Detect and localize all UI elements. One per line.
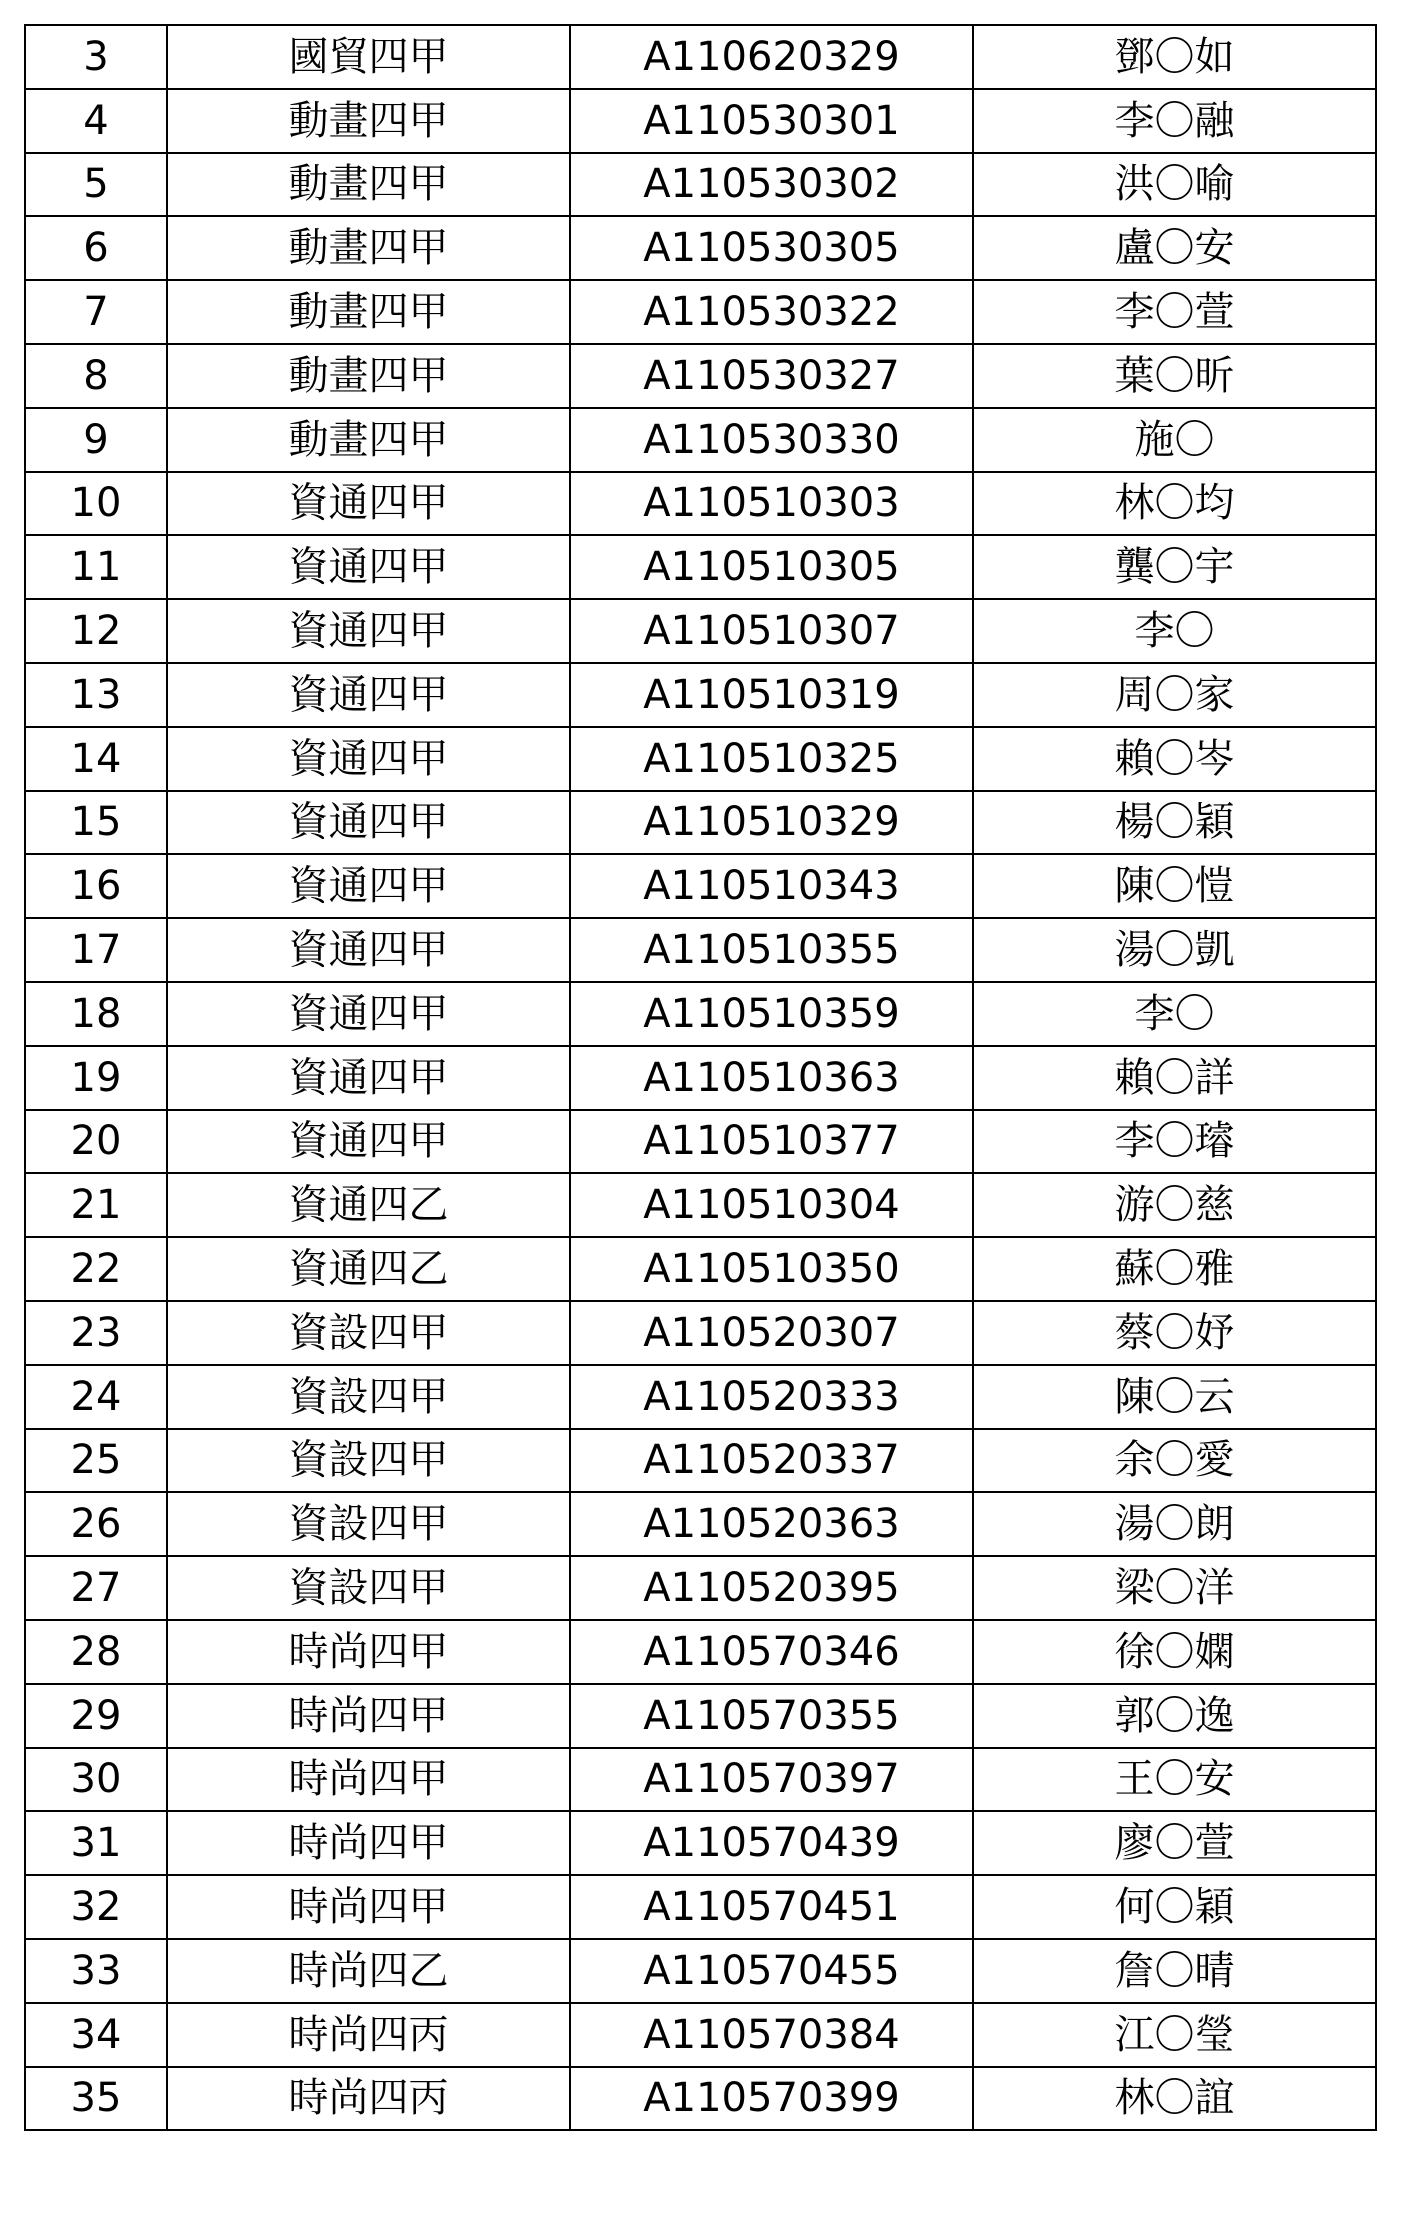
- student-id-cell: A110510325: [570, 727, 973, 791]
- class-cell: 動畫四甲: [167, 408, 570, 472]
- table-row: [25, 472, 1376, 536]
- table-row: [25, 791, 1376, 855]
- row-number-cell: 16: [25, 854, 167, 918]
- student-id-cell: A110570397: [570, 1748, 973, 1812]
- row-number-cell: 30: [25, 1748, 167, 1812]
- class-cell: 動畫四甲: [167, 89, 570, 153]
- student-id-cell: A110570355: [570, 1684, 973, 1748]
- class-cell: 資通四甲: [167, 791, 570, 855]
- student-id-cell: A110510303: [570, 472, 973, 536]
- student-name-cell: 葉〇昕: [973, 344, 1376, 408]
- row-number-cell: 6: [25, 216, 167, 280]
- class-cell: 資通四甲: [167, 599, 570, 663]
- table-row: [25, 216, 1376, 280]
- row-number-cell: 26: [25, 1492, 167, 1556]
- student-name-cell: 賴〇詳: [973, 1046, 1376, 1110]
- student-name-cell: 何〇穎: [973, 1875, 1376, 1939]
- table-row: [25, 89, 1376, 153]
- student-id-cell: A110510350: [570, 1237, 973, 1301]
- class-cell: 資通四甲: [167, 472, 570, 536]
- class-cell: 動畫四甲: [167, 280, 570, 344]
- student-id-cell: A110510319: [570, 663, 973, 727]
- class-cell: 資通四乙: [167, 1237, 570, 1301]
- student-id-cell: A110530327: [570, 344, 973, 408]
- table-row: [25, 1237, 1376, 1301]
- table-row: [25, 1492, 1376, 1556]
- row-number-cell: 15: [25, 791, 167, 855]
- table-row: [25, 25, 1376, 89]
- table-row: [25, 344, 1376, 408]
- row-number-cell: 18: [25, 982, 167, 1046]
- class-cell: 資通四甲: [167, 727, 570, 791]
- student-name-cell: 龔〇宇: [973, 535, 1376, 599]
- student-name-cell: 蔡〇妤: [973, 1301, 1376, 1365]
- student-name-cell: 陳〇愷: [973, 854, 1376, 918]
- student-name-cell: 林〇均: [973, 472, 1376, 536]
- student-id-cell: A110520307: [570, 1301, 973, 1365]
- row-number-cell: 10: [25, 472, 167, 536]
- student-id-cell: A110510359: [570, 982, 973, 1046]
- student-id-cell: A110530302: [570, 153, 973, 217]
- class-cell: 資設四甲: [167, 1301, 570, 1365]
- student-name-cell: 洪〇喻: [973, 153, 1376, 217]
- class-cell: 資通四甲: [167, 854, 570, 918]
- row-number-cell: 22: [25, 1237, 167, 1301]
- table-row: [25, 153, 1376, 217]
- student-name-cell: 周〇家: [973, 663, 1376, 727]
- class-cell: 國貿四甲: [167, 25, 570, 89]
- student-name-cell: 李〇: [973, 599, 1376, 663]
- student-id-cell: A110510307: [570, 599, 973, 663]
- row-number-cell: 5: [25, 153, 167, 217]
- student-id-cell: A110510329: [570, 791, 973, 855]
- student-name-cell: 李〇融: [973, 89, 1376, 153]
- student-name-cell: 徐〇嫻: [973, 1620, 1376, 1684]
- row-number-cell: 25: [25, 1429, 167, 1493]
- row-number-cell: 14: [25, 727, 167, 791]
- student-id-cell: A110570399: [570, 2067, 973, 2131]
- class-cell: 資通四甲: [167, 1046, 570, 1110]
- student-name-cell: 賴〇岑: [973, 727, 1376, 791]
- class-cell: 時尚四甲: [167, 1748, 570, 1812]
- student-id-cell: A110530330: [570, 408, 973, 472]
- student-id-cell: A110520333: [570, 1365, 973, 1429]
- student-name-cell: 余〇愛: [973, 1429, 1376, 1493]
- row-number-cell: 8: [25, 344, 167, 408]
- table-row: [25, 599, 1376, 663]
- class-cell: 資設四甲: [167, 1365, 570, 1429]
- row-number-cell: 3: [25, 25, 167, 89]
- student-name-cell: 盧〇安: [973, 216, 1376, 280]
- table-row: [25, 1811, 1376, 1875]
- student-name-cell: 施〇: [973, 408, 1376, 472]
- class-cell: 資設四甲: [167, 1492, 570, 1556]
- class-cell: 資通四甲: [167, 982, 570, 1046]
- row-number-cell: 33: [25, 1939, 167, 2003]
- student-id-cell: A110530301: [570, 89, 973, 153]
- class-cell: 動畫四甲: [167, 153, 570, 217]
- row-number-cell: 24: [25, 1365, 167, 1429]
- class-cell: 時尚四甲: [167, 1684, 570, 1748]
- row-number-cell: 34: [25, 2003, 167, 2067]
- student-id-cell: A110570384: [570, 2003, 973, 2067]
- row-number-cell: 29: [25, 1684, 167, 1748]
- student-name-cell: 湯〇朗: [973, 1492, 1376, 1556]
- class-cell: 資通四甲: [167, 535, 570, 599]
- table-row: [25, 1620, 1376, 1684]
- student-name-cell: 李〇: [973, 982, 1376, 1046]
- row-number-cell: 7: [25, 280, 167, 344]
- student-id-cell: A110520363: [570, 1492, 973, 1556]
- table-row: [25, 280, 1376, 344]
- class-cell: 資設四甲: [167, 1556, 570, 1620]
- class-cell: 時尚四丙: [167, 2003, 570, 2067]
- student-id-cell: A110510377: [570, 1110, 973, 1174]
- table-row: [25, 1365, 1376, 1429]
- student-name-cell: 王〇安: [973, 1748, 1376, 1812]
- student-roster-table: [24, 24, 1377, 2131]
- table-row: [25, 982, 1376, 1046]
- class-cell: 資通四甲: [167, 1110, 570, 1174]
- row-number-cell: 31: [25, 1811, 167, 1875]
- table-row: [25, 408, 1376, 472]
- row-number-cell: 13: [25, 663, 167, 727]
- row-number-cell: 21: [25, 1173, 167, 1237]
- class-cell: 動畫四甲: [167, 344, 570, 408]
- class-cell: 時尚四甲: [167, 1811, 570, 1875]
- class-cell: 時尚四甲: [167, 1875, 570, 1939]
- table-row: [25, 727, 1376, 791]
- class-cell: 資通四乙: [167, 1173, 570, 1237]
- table-row: [25, 1173, 1376, 1237]
- student-name-cell: 李〇萱: [973, 280, 1376, 344]
- row-number-cell: 4: [25, 89, 167, 153]
- student-id-cell: A110510304: [570, 1173, 973, 1237]
- class-cell: 動畫四甲: [167, 216, 570, 280]
- student-name-cell: 湯〇凱: [973, 918, 1376, 982]
- table-row: [25, 535, 1376, 599]
- table-row: [25, 854, 1376, 918]
- row-number-cell: 35: [25, 2067, 167, 2131]
- student-id-cell: A110620329: [570, 25, 973, 89]
- row-number-cell: 20: [25, 1110, 167, 1174]
- student-id-cell: A110570346: [570, 1620, 973, 1684]
- student-id-cell: A110530305: [570, 216, 973, 280]
- table-row: [25, 1429, 1376, 1493]
- class-cell: 時尚四甲: [167, 1620, 570, 1684]
- student-id-cell: A110570451: [570, 1875, 973, 1939]
- student-name-cell: 陳〇云: [973, 1365, 1376, 1429]
- class-cell: 資設四甲: [167, 1429, 570, 1493]
- roster-table-body: [25, 25, 1376, 2130]
- table-row: [25, 918, 1376, 982]
- table-row: [25, 2067, 1376, 2131]
- table-row: [25, 1875, 1376, 1939]
- row-number-cell: 19: [25, 1046, 167, 1110]
- row-number-cell: 12: [25, 599, 167, 663]
- table-row: [25, 1556, 1376, 1620]
- student-name-cell: 楊〇穎: [973, 791, 1376, 855]
- row-number-cell: 9: [25, 408, 167, 472]
- document-page: [24, 24, 1377, 2131]
- table-row: [25, 1046, 1376, 1110]
- class-cell: 資通四甲: [167, 663, 570, 727]
- student-id-cell: A110570455: [570, 1939, 973, 2003]
- row-number-cell: 28: [25, 1620, 167, 1684]
- student-id-cell: A110510355: [570, 918, 973, 982]
- student-id-cell: A110530322: [570, 280, 973, 344]
- student-id-cell: A110510305: [570, 535, 973, 599]
- row-number-cell: 11: [25, 535, 167, 599]
- table-row: [25, 1110, 1376, 1174]
- student-id-cell: A110570439: [570, 1811, 973, 1875]
- student-name-cell: 廖〇萱: [973, 1811, 1376, 1875]
- student-id-cell: A110520337: [570, 1429, 973, 1493]
- student-name-cell: 蘇〇雅: [973, 1237, 1376, 1301]
- student-id-cell: A110520395: [570, 1556, 973, 1620]
- class-cell: 資通四甲: [167, 918, 570, 982]
- student-name-cell: 梁〇洋: [973, 1556, 1376, 1620]
- student-name-cell: 鄧〇如: [973, 25, 1376, 89]
- student-id-cell: A110510363: [570, 1046, 973, 1110]
- student-name-cell: 游〇慈: [973, 1173, 1376, 1237]
- student-id-cell: A110510343: [570, 854, 973, 918]
- table-row: [25, 1684, 1376, 1748]
- row-number-cell: 23: [25, 1301, 167, 1365]
- student-name-cell: 江〇瑩: [973, 2003, 1376, 2067]
- row-number-cell: 17: [25, 918, 167, 982]
- table-row: [25, 663, 1376, 727]
- student-name-cell: 李〇璿: [973, 1110, 1376, 1174]
- row-number-cell: 32: [25, 1875, 167, 1939]
- student-name-cell: 林〇誼: [973, 2067, 1376, 2131]
- table-row: [25, 1301, 1376, 1365]
- table-row: [25, 2003, 1376, 2067]
- table-row: [25, 1748, 1376, 1812]
- class-cell: 時尚四乙: [167, 1939, 570, 2003]
- student-name-cell: 郭〇逸: [973, 1684, 1376, 1748]
- table-row: [25, 1939, 1376, 2003]
- student-name-cell: 詹〇晴: [973, 1939, 1376, 2003]
- row-number-cell: 27: [25, 1556, 167, 1620]
- class-cell: 時尚四丙: [167, 2067, 570, 2131]
